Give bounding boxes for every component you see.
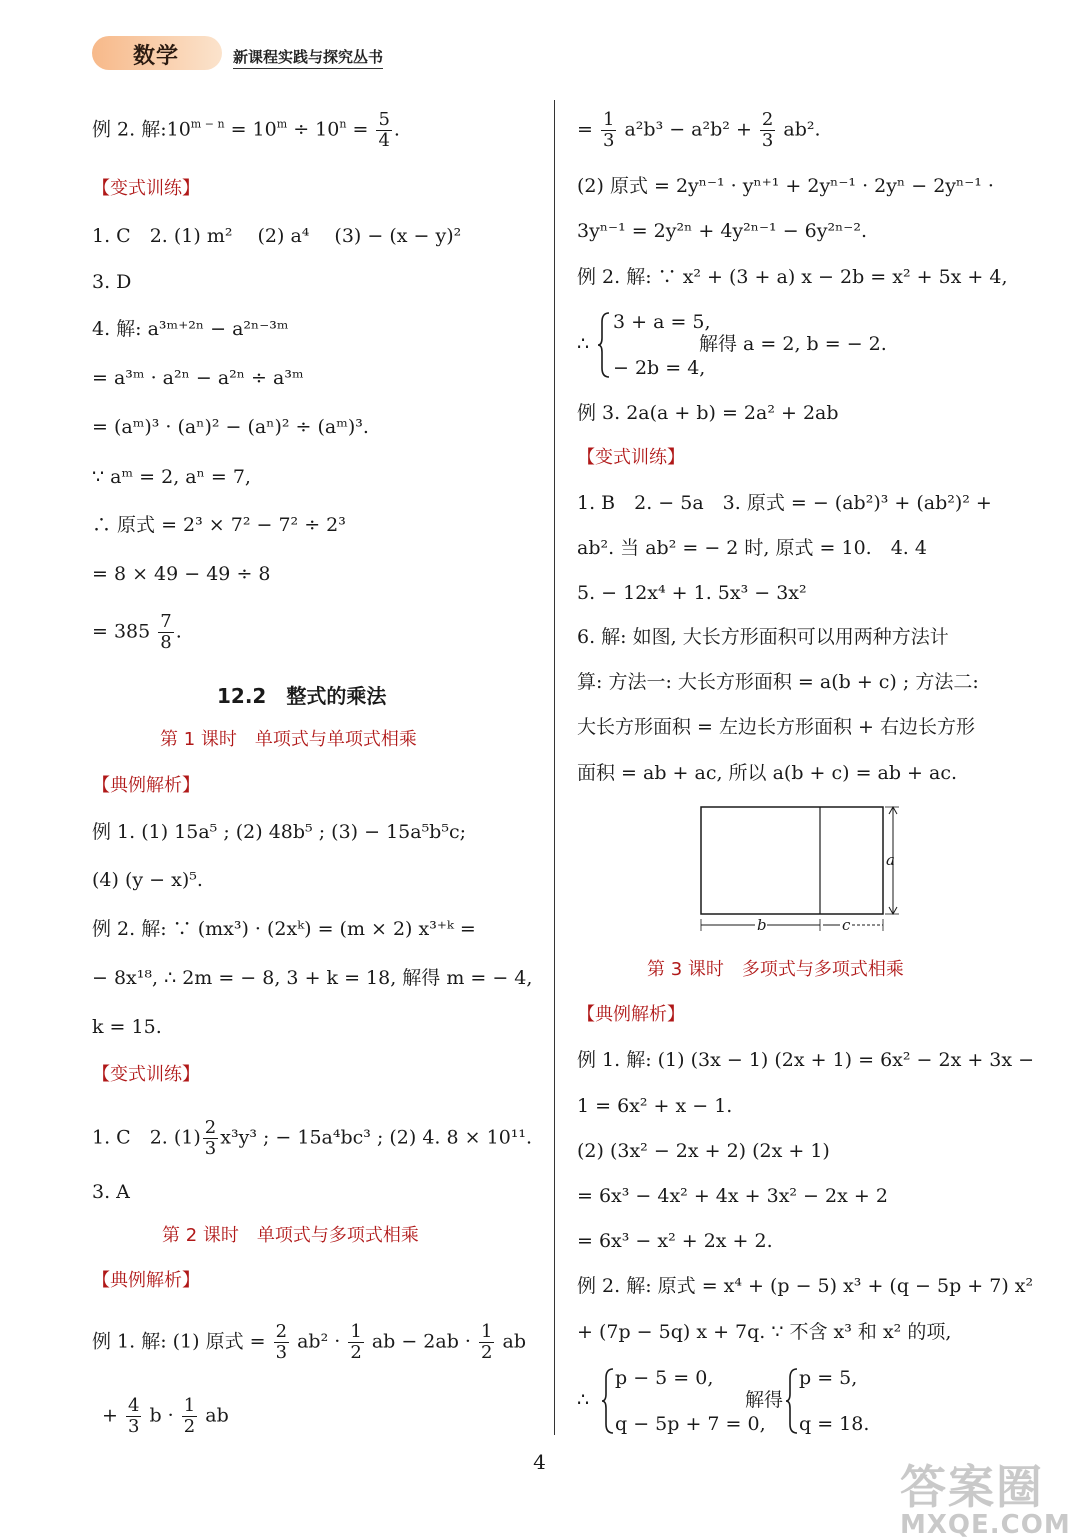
- right-line: 1 = 6x² + x − 1.: [577, 1095, 733, 1117]
- right-line: 例 3. 2a(a + b) = 2a² + 2ab: [577, 402, 839, 424]
- right-line: (2) 原式 = 2yⁿ⁻¹ · yⁿ⁺¹ + 2yⁿ⁻¹ · 2yⁿ − 2yⁿ⁻¹ ·: [577, 175, 994, 197]
- label-c: c: [842, 916, 851, 934]
- section-heading: 【典例解析】: [577, 1004, 685, 1025]
- watermark-logo: [900, 1462, 1071, 1538]
- fraction: $\frac{2}{3}$: [204, 1117, 217, 1159]
- section-heading: 【变式训练】: [92, 178, 200, 199]
- section-heading: 【变式训练】: [577, 447, 685, 468]
- column-divider: [554, 100, 555, 1435]
- left-line: 3. A: [92, 1181, 130, 1203]
- right-line: = 6x³ − 4x² + 4x + 3x² − 2x + 2: [577, 1185, 888, 1207]
- left-line: 3. D: [92, 271, 132, 293]
- fraction: $\frac{5}{4}$: [378, 109, 390, 151]
- section-heading: 【变式训练】: [92, 1064, 200, 1085]
- fraction: $\frac{7}{8}$: [160, 611, 172, 653]
- watermark-top: 答案圈: [900, 1460, 1044, 1514]
- right-line: = 6x³ − x² + 2x + 2.: [577, 1230, 773, 1252]
- section-heading: 【典例解析】: [92, 775, 200, 796]
- fraction: $\frac{1}{2}$: [481, 1321, 493, 1363]
- series-title: 新课程实践与探究丛书: [233, 46, 383, 69]
- fraction: $\frac{4}{3}$: [127, 1395, 140, 1437]
- fraction: $\frac{2}{3}$: [761, 109, 774, 151]
- left-line: 1. C 2. (1) m² (2) a⁴ (3) − (x − y)²: [92, 225, 462, 247]
- lesson-title: 第 2 课时 单项式与多项式相乘: [162, 1225, 419, 1246]
- right-line: 3yⁿ⁻¹ = 2y²ⁿ + 4y²ⁿ⁻¹ − 6y²ⁿ⁻².: [577, 220, 867, 242]
- left-line: − 8x¹⁸, ∴ 2m = − 8, 3 + k = 18, 解得 m = − 4,: [92, 967, 533, 989]
- left-line: = a³ᵐ · a²ⁿ − a²ⁿ ÷ a³ᵐ: [92, 367, 304, 389]
- left-line: 例 1. 解: (1) 原式 = $\frac{2}{3}$ ab² · $\frac{1}{2}$ ab − 2ab · $\frac{1}{2}$ ab: [92, 1321, 526, 1363]
- left-line: k = 15.: [92, 1016, 162, 1038]
- right-line: = $\frac{1}{3}$ a²b³ − a²b² + $\frac{2}{3}$ ab².: [577, 109, 821, 151]
- left-line: ∴ 原式 = 2³ × 7² − 7² ÷ 2³: [92, 514, 346, 536]
- right-line: 面积 = ab + ac, 所以 a(b + c) = ab + ac.: [577, 762, 958, 784]
- lesson-title: 第 1 课时 单项式与单项式相乘: [160, 729, 417, 750]
- right-line: 1. B 2. − 5a 3. 原式 = − (ab²)³ + (ab²)² +: [577, 492, 992, 514]
- left-line: ∵ aᵐ = 2, aⁿ = 7,: [92, 466, 251, 488]
- right-line: 算: 方法一: 大长方形面积 = a(b + c) ; 方法二:: [577, 671, 979, 693]
- left-line: + $\frac{4}{3}$ b · $\frac{1}{2}$ ab: [102, 1395, 229, 1437]
- left-line: 4. 解: a³ᵐ⁺²ⁿ − a²ⁿ⁻³ᵐ: [92, 318, 289, 340]
- right-line: 例 2. 解: ∵ x² + (3 + a) x − 2b = x² + 5x + 4,: [577, 266, 1008, 288]
- right-line: 例 2. 解: 原式 = x⁴ + (p − 5) x³ + (q − 5p + 7) x²: [577, 1275, 1034, 1297]
- label-b: b: [757, 916, 767, 934]
- section-title: 12.2 整式的乘法: [217, 684, 387, 708]
- fraction: $\frac{1}{3}$: [602, 109, 615, 151]
- page-number: 4: [533, 1450, 546, 1474]
- left-brace-icon: [597, 312, 611, 378]
- left-line: (4) (y − x)⁵.: [92, 869, 203, 891]
- left-line: 例 2. 解: ∵ (mx³) · (2xᵏ) = (m × 2) x³⁺ᵏ =: [92, 918, 476, 940]
- rectangle-figure: [695, 800, 915, 940]
- left-line: = (aᵐ)³ · (aⁿ)² − (aⁿ)² ÷ (aᵐ)³.: [92, 416, 369, 438]
- right-line: 5. − 12x⁴ + 1. 5x³ − 3x²: [577, 582, 807, 604]
- right-line: (2) (3x² − 2x + 2) (2x + 1): [577, 1140, 830, 1162]
- left-line: = 385 $\frac{7}{8}$ .: [92, 611, 182, 653]
- fraction: $\frac{1}{2}$: [350, 1321, 362, 1363]
- label-a: a: [886, 851, 895, 869]
- lesson-title: 第 3 课时 多项式与多项式相乘: [647, 959, 904, 980]
- right-line: ab². 当 ab² = − 2 时, 原式 = 10. 4. 4: [577, 537, 927, 559]
- fraction: $\frac{2}{3}$: [275, 1321, 288, 1363]
- watermark-bottom: MXQE.COM: [900, 1510, 1071, 1540]
- left-brace-icon: [601, 1368, 615, 1434]
- left-line: 1. C 2. (1) $\frac{2}{3}$ x³y³ ; − 15a⁴bc³ ; (2) 4. 8 × 10¹¹.: [92, 1117, 533, 1159]
- right-line: 例 1. 解: (1) (3x − 1) (2x + 1) = 6x² − 2x + 3x −: [577, 1049, 1035, 1071]
- left-line: = 8 × 49 − 49 ÷ 8: [92, 563, 271, 585]
- subject-title: 数学: [133, 44, 180, 69]
- left-brace-icon: [785, 1368, 799, 1434]
- right-line: + (7p − 5q) x + 7q. ∵ 不含 x³ 和 x² 的项,: [577, 1321, 952, 1343]
- left-line: 例 2. 解$:10^{m - n} = 10^m \div 10^n$ = $\frac{5}{4}$ .: [92, 109, 400, 151]
- right-line: 6. 解: 如图, 大长方形面积可以用两种方法计: [577, 626, 949, 648]
- right-line: 大长方形面积 = 左边长方形面积 + 右边长方形: [577, 716, 975, 738]
- section-heading: 【典例解析】: [92, 1270, 200, 1291]
- fraction: $\frac{1}{2}$: [183, 1395, 196, 1437]
- left-line: 例 1. (1) 15a⁵ ; (2) 48b⁵ ; (3) − 15a⁵b⁵c;: [92, 821, 467, 843]
